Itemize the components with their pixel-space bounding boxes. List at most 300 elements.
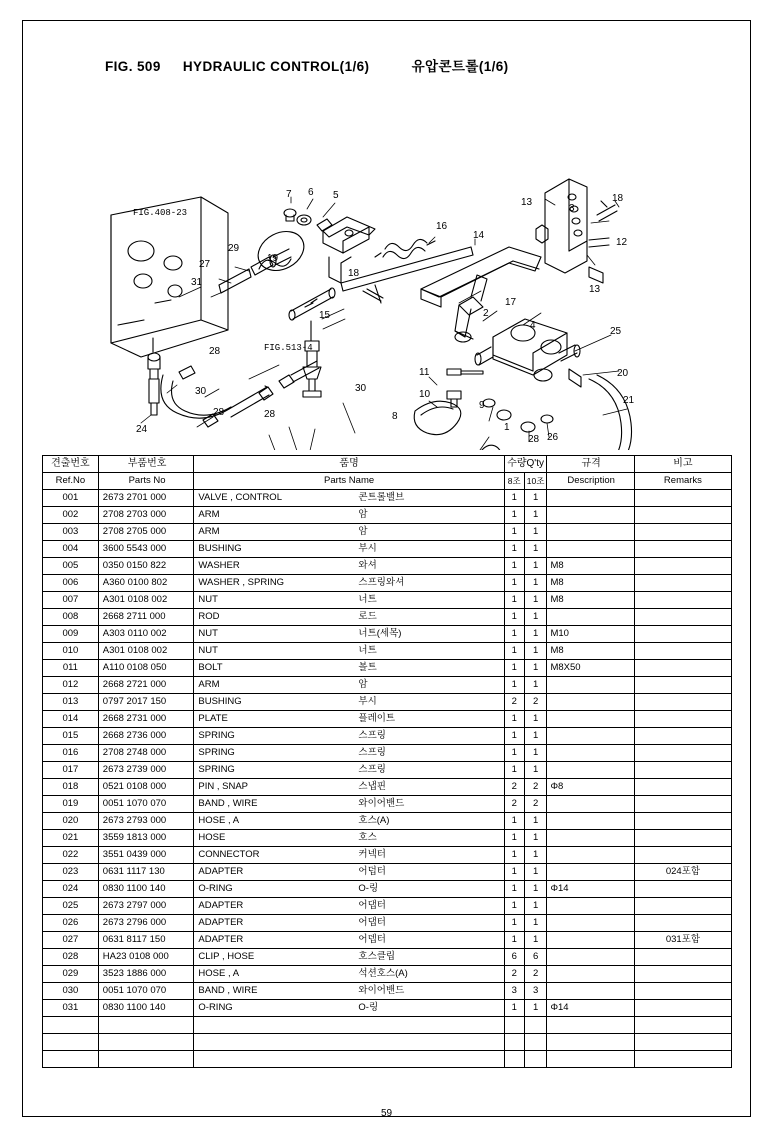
cell-description [547, 524, 634, 541]
cell-qty-10: 3 [524, 983, 547, 1000]
cell-remarks: 031포함 [634, 932, 731, 949]
svg-text:2: 2 [483, 308, 489, 319]
cell-ref-no: 006 [43, 575, 99, 592]
cell-remarks [634, 609, 731, 626]
cell-qty-10: 1 [524, 507, 547, 524]
cell-qty-8: 1 [504, 490, 524, 507]
parts-name-korean: 너트 [358, 594, 377, 605]
parts-name-english: WASHER , SPRING [198, 577, 285, 588]
cell-empty [98, 1034, 194, 1051]
parts-table-container [42, 455, 732, 1068]
header-ref-no: Ref.No [43, 473, 99, 490]
cell-ref-no: 012 [43, 677, 99, 694]
svg-text:15: 15 [319, 310, 331, 321]
svg-text:28: 28 [264, 409, 276, 420]
cell-parts-name [194, 864, 504, 881]
cell-qty-10: 2 [524, 694, 547, 711]
svg-text:5: 5 [333, 190, 339, 201]
cell-description [547, 830, 634, 847]
cell-remarks [634, 983, 731, 1000]
table-row [43, 626, 732, 643]
cell-description: M8X50 [547, 660, 634, 677]
parts-name-korean: 플레이트 [358, 713, 396, 724]
cell-empty [43, 1034, 99, 1051]
cell-qty-8: 1 [504, 575, 524, 592]
cell-parts-no: 0051 1070 070 [98, 983, 194, 1000]
cell-ref-no: 001 [43, 490, 99, 507]
cell-description [547, 541, 634, 558]
parts-name-korean: 와이어밴드 [358, 798, 405, 809]
cell-qty-8: 1 [504, 762, 524, 779]
cell-qty-10: 1 [524, 745, 547, 762]
cell-qty-10: 1 [524, 898, 547, 915]
cell-parts-name [194, 949, 504, 966]
svg-text:7: 7 [286, 189, 292, 200]
svg-text:27: 27 [199, 259, 211, 270]
table-row [43, 983, 732, 1000]
cell-description [547, 983, 634, 1000]
table-row [43, 643, 732, 660]
parts-name-english: HOSE [198, 832, 226, 843]
cell-qty-8: 3 [504, 983, 524, 1000]
parts-name-english: ADAPTER [198, 900, 244, 911]
cell-qty-8: 1 [504, 847, 524, 864]
cell-ref-no: 023 [43, 864, 99, 881]
cell-parts-name [194, 1000, 504, 1017]
svg-text:6: 6 [308, 187, 314, 198]
cell-remarks [634, 524, 731, 541]
cell-remarks [634, 592, 731, 609]
cell-parts-name [194, 813, 504, 830]
page-title [105, 55, 705, 75]
cell-ref-no: 020 [43, 813, 99, 830]
cell-description [547, 711, 634, 728]
cell-qty-8: 1 [504, 558, 524, 575]
cell-qty-10: 1 [524, 881, 547, 898]
cell-empty [547, 1051, 634, 1068]
cell-description [547, 949, 634, 966]
parts-name-korean: 어댑터 [358, 900, 386, 911]
cell-parts-no: 3523 1886 000 [98, 966, 194, 983]
cell-qty-10: 1 [524, 575, 547, 592]
parts-name-korean: 어덥터 [358, 866, 386, 877]
header-spec-kr: 규격 [547, 456, 634, 473]
cell-remarks [634, 541, 731, 558]
cell-qty-10: 1 [524, 677, 547, 694]
cell-parts-no: 2673 2797 000 [98, 898, 194, 915]
cell-empty [524, 1051, 547, 1068]
svg-text:4: 4 [530, 320, 536, 331]
table-header-korean [43, 456, 732, 473]
cell-ref-no: 022 [43, 847, 99, 864]
parts-name-korean: 어댑터 [358, 917, 386, 928]
parts-name-korean: 스프링 [358, 764, 386, 775]
parts-name-english: SPRING [198, 764, 235, 775]
cell-remarks [634, 660, 731, 677]
cell-ref-no: 024 [43, 881, 99, 898]
cell-qty-8: 2 [504, 966, 524, 983]
parts-name-english: SPRING [198, 730, 235, 741]
cell-empty [634, 1017, 731, 1034]
parts-name-english: O-RING [198, 883, 233, 894]
cell-qty-8: 1 [504, 626, 524, 643]
table-row [43, 507, 732, 524]
cell-qty-8: 1 [504, 507, 524, 524]
svg-text:FIG.408-23: FIG.408-23 [133, 208, 188, 218]
cell-empty [504, 1051, 524, 1068]
exploded-parts-diagram [23, 85, 750, 450]
table-row [43, 745, 732, 762]
cell-empty [547, 1017, 634, 1034]
cell-parts-no: 0631 8117 150 [98, 932, 194, 949]
cell-remarks [634, 728, 731, 745]
table-row [43, 864, 732, 881]
parts-name-english: CONNECTOR [198, 849, 260, 860]
cell-parts-name [194, 932, 504, 949]
cell-parts-no: 0521 0108 000 [98, 779, 194, 796]
figure-number: FIG. 509 [105, 59, 161, 74]
table-row [43, 541, 732, 558]
cell-qty-10: 1 [524, 711, 547, 728]
cell-remarks [634, 1000, 731, 1017]
parts-name-english: SPRING [198, 747, 235, 758]
cell-qty-10: 1 [524, 558, 547, 575]
cell-ref-no: 018 [43, 779, 99, 796]
svg-text:19: 19 [267, 253, 279, 264]
cell-qty-10: 1 [524, 728, 547, 745]
cell-empty [194, 1051, 504, 1068]
cell-qty-8: 1 [504, 643, 524, 660]
cell-parts-no: 0830 1100 140 [98, 1000, 194, 1017]
cell-ref-no: 029 [43, 966, 99, 983]
cell-parts-name [194, 711, 504, 728]
parts-name-english: PIN , SNAP [198, 781, 249, 792]
table-row [43, 677, 732, 694]
cell-description [547, 796, 634, 813]
parts-name-english: NUT [198, 628, 218, 639]
table-row [43, 813, 732, 830]
cell-description [547, 864, 634, 881]
svg-text:25: 25 [610, 326, 622, 337]
cell-qty-8: 1 [504, 1000, 524, 1017]
cell-ref-no: 025 [43, 898, 99, 915]
parts-name-korean: 스프링와셔 [358, 577, 405, 588]
svg-text:18: 18 [612, 193, 624, 204]
parts-name-english: BOLT [198, 662, 223, 673]
svg-text:11: 11 [419, 367, 430, 378]
cell-qty-8: 1 [504, 677, 524, 694]
svg-text:30: 30 [355, 383, 367, 394]
cell-remarks [634, 575, 731, 592]
svg-text:8: 8 [392, 411, 398, 422]
cell-qty-10: 1 [524, 626, 547, 643]
svg-text:18: 18 [348, 268, 360, 279]
parts-name-english: NUT [198, 645, 218, 656]
cell-remarks [634, 949, 731, 966]
parts-name-english: ADAPTER [198, 866, 244, 877]
cell-qty-10: 1 [524, 813, 547, 830]
parts-name-korean: 볼트 [358, 662, 377, 673]
header-remarks-kr: 비고 [634, 456, 731, 473]
table-row [43, 830, 732, 847]
parts-name-english: ROD [198, 611, 220, 622]
parts-name-korean: 스프링 [358, 730, 386, 741]
cell-parts-no: 0830 1100 140 [98, 881, 194, 898]
cell-qty-8: 1 [504, 881, 524, 898]
cell-parts-no: 3551 0439 000 [98, 847, 194, 864]
parts-name-english: BAND , WIRE [198, 985, 258, 996]
cell-parts-name [194, 507, 504, 524]
cell-qty-8: 2 [504, 779, 524, 796]
svg-text:29: 29 [228, 243, 240, 254]
parts-name-korean: O-링 [358, 1002, 379, 1013]
table-row [43, 796, 732, 813]
page-number: 59 [380, 1108, 393, 1119]
cell-qty-8: 1 [504, 524, 524, 541]
cell-parts-name [194, 830, 504, 847]
cell-qty-10: 1 [524, 643, 547, 660]
parts-name-english: ARM [198, 509, 220, 520]
cell-parts-no: A110 0108 050 [98, 660, 194, 677]
svg-text:24: 24 [136, 424, 148, 435]
cell-description: Φ8 [547, 779, 634, 796]
cell-qty-8: 1 [504, 745, 524, 762]
cell-parts-no: 2668 2731 000 [98, 711, 194, 728]
cell-parts-name [194, 983, 504, 1000]
svg-text:28: 28 [213, 407, 225, 418]
parts-name-korean: 로드 [358, 611, 377, 622]
parts-name-korean: 스냅핀 [358, 781, 386, 792]
table-row [43, 558, 732, 575]
parts-table [42, 455, 732, 1068]
table-row [43, 728, 732, 745]
cell-description: M8 [547, 592, 634, 609]
cell-parts-name [194, 915, 504, 932]
cell-ref-no: 028 [43, 949, 99, 966]
cell-description: Φ14 [547, 1000, 634, 1017]
cell-description [547, 966, 634, 983]
cell-remarks [634, 558, 731, 575]
parts-name-english: PLATE [198, 713, 228, 724]
cell-remarks [634, 643, 731, 660]
parts-table-body [43, 490, 732, 1068]
cell-ref-no: 007 [43, 592, 99, 609]
cell-ref-no: 019 [43, 796, 99, 813]
table-row-empty [43, 1017, 732, 1034]
header-name-kr: 품명 [194, 456, 504, 473]
parts-name-korean: 너트 [358, 645, 377, 656]
cell-parts-no: 2673 2739 000 [98, 762, 194, 779]
cell-qty-8: 1 [504, 932, 524, 949]
header-parts-name: Parts Name [194, 473, 504, 490]
table-row [43, 660, 732, 677]
parts-name-korean: 와이어밴드 [358, 985, 405, 996]
cell-parts-name [194, 966, 504, 983]
parts-name-korean: 암 [358, 509, 368, 520]
parts-name-korean: 스프링 [358, 747, 386, 758]
cell-remarks [634, 898, 731, 915]
svg-text:28: 28 [528, 434, 540, 445]
svg-text:20: 20 [617, 368, 629, 379]
cell-ref-no: 027 [43, 932, 99, 949]
cell-qty-10: 1 [524, 932, 547, 949]
parts-name-korean: 너트(세목) [358, 628, 402, 639]
parts-name-english: BUSHING [198, 696, 242, 707]
cell-empty [43, 1051, 99, 1068]
cell-qty-10: 2 [524, 966, 547, 983]
cell-parts-name [194, 762, 504, 779]
cell-parts-no: 0797 2017 150 [98, 694, 194, 711]
cell-description [547, 694, 634, 711]
cell-parts-name [194, 677, 504, 694]
cell-qty-8: 1 [504, 711, 524, 728]
parts-name-english: CLIP , HOSE [198, 951, 255, 962]
figure-title-korean: 유압콘트롤(1/6) [411, 59, 509, 74]
parts-name-korean: 부시 [358, 696, 377, 707]
cell-ref-no: 014 [43, 711, 99, 728]
cell-parts-no: 2668 2736 000 [98, 728, 194, 745]
cell-description [547, 915, 634, 932]
cell-parts-no: HA23 0108 000 [98, 949, 194, 966]
cell-qty-10: 1 [524, 830, 547, 847]
cell-ref-no: 008 [43, 609, 99, 626]
cell-ref-no: 030 [43, 983, 99, 1000]
cell-parts-no: 2668 2721 000 [98, 677, 194, 694]
cell-qty-10: 1 [524, 609, 547, 626]
cell-parts-name [194, 881, 504, 898]
parts-name-korean: 콘트롤밸브 [358, 492, 405, 503]
cell-parts-name [194, 626, 504, 643]
cell-remarks [634, 779, 731, 796]
cell-parts-no: A301 0108 002 [98, 643, 194, 660]
parts-name-english: ADAPTER [198, 934, 244, 945]
parts-name-english: ARM [198, 679, 220, 690]
header-parts-no: Parts No [98, 473, 194, 490]
cell-description [547, 745, 634, 762]
cell-parts-name [194, 745, 504, 762]
cell-qty-10: 1 [524, 490, 547, 507]
table-row-empty [43, 1034, 732, 1051]
cell-remarks [634, 813, 731, 830]
table-row [43, 490, 732, 507]
parts-name-korean: 어뎁터 [358, 934, 386, 945]
cell-remarks [634, 677, 731, 694]
cell-qty-8: 2 [504, 796, 524, 813]
cell-remarks [634, 694, 731, 711]
cell-empty [504, 1017, 524, 1034]
cell-description: M8 [547, 558, 634, 575]
parts-name-korean: 와셔 [358, 560, 377, 571]
table-row [43, 779, 732, 796]
cell-parts-name [194, 796, 504, 813]
parts-name-korean: 석션호스(A) [358, 968, 408, 979]
cell-qty-10: 1 [524, 847, 547, 864]
cell-remarks [634, 881, 731, 898]
parts-name-korean: 부시 [358, 543, 377, 554]
cell-remarks [634, 762, 731, 779]
cell-parts-name [194, 592, 504, 609]
parts-name-english: VALVE , CONTROL [198, 492, 282, 503]
cell-parts-no: A301 0108 002 [98, 592, 194, 609]
cell-parts-no: 0350 0150 822 [98, 558, 194, 575]
header-qty-kr: 수량Q'ty [504, 456, 547, 473]
figure-title-english: HYDRAULIC CONTROL(1/6) [182, 59, 370, 74]
cell-parts-no: 2708 2705 000 [98, 524, 194, 541]
cell-remarks [634, 507, 731, 524]
cell-qty-8: 6 [504, 949, 524, 966]
cell-parts-name [194, 541, 504, 558]
cell-ref-no: 003 [43, 524, 99, 541]
parts-name-korean: 호스클립 [358, 951, 396, 962]
parts-name-korean: O-링 [358, 883, 379, 894]
cell-remarks [634, 966, 731, 983]
cell-empty [504, 1034, 524, 1051]
cell-ref-no: 031 [43, 1000, 99, 1017]
table-row [43, 949, 732, 966]
cell-description: Φ14 [547, 881, 634, 898]
cell-remarks [634, 796, 731, 813]
cell-empty [98, 1017, 194, 1034]
cell-empty [98, 1051, 194, 1068]
table-header-english [43, 473, 732, 490]
cell-description [547, 490, 634, 507]
cell-remarks [634, 626, 731, 643]
parts-name-english: HOSE , A [198, 815, 240, 826]
svg-text:12: 12 [616, 237, 628, 248]
cell-qty-10: 1 [524, 660, 547, 677]
cell-qty-10: 1 [524, 524, 547, 541]
cell-ref-no: 017 [43, 762, 99, 779]
cell-remarks: 024포함 [634, 864, 731, 881]
cell-empty [194, 1017, 504, 1034]
cell-qty-10: 6 [524, 949, 547, 966]
svg-text:13: 13 [521, 197, 533, 208]
cell-qty-8: 1 [504, 898, 524, 915]
cell-qty-8: 1 [504, 660, 524, 677]
cell-ref-no: 010 [43, 643, 99, 660]
table-row [43, 932, 732, 949]
svg-text:21: 21 [623, 395, 635, 406]
cell-description [547, 609, 634, 626]
cell-qty-8: 1 [504, 830, 524, 847]
cell-parts-no: 3600 5543 000 [98, 541, 194, 558]
parts-name-english: O-RING [198, 1002, 233, 1013]
table-row [43, 762, 732, 779]
svg-text:28: 28 [209, 346, 221, 357]
cell-parts-name [194, 898, 504, 915]
cell-parts-no: 2673 2796 000 [98, 915, 194, 932]
cell-parts-name [194, 609, 504, 626]
cell-qty-10: 1 [524, 762, 547, 779]
parts-name-english: BUSHING [198, 543, 242, 554]
cell-ref-no: 011 [43, 660, 99, 677]
cell-empty [634, 1051, 731, 1068]
svg-text:14: 14 [473, 230, 485, 241]
table-row [43, 609, 732, 626]
table-row-empty [43, 1051, 732, 1068]
table-row [43, 881, 732, 898]
cell-parts-no: 0631 1117 130 [98, 864, 194, 881]
table-row [43, 575, 732, 592]
table-row [43, 898, 732, 915]
cell-qty-8: 1 [504, 541, 524, 558]
svg-text:17: 17 [505, 297, 517, 308]
parts-name-english: WASHER [198, 560, 240, 571]
cell-description [547, 932, 634, 949]
cell-empty [524, 1017, 547, 1034]
cell-qty-8: 1 [504, 813, 524, 830]
cell-qty-10: 1 [524, 915, 547, 932]
